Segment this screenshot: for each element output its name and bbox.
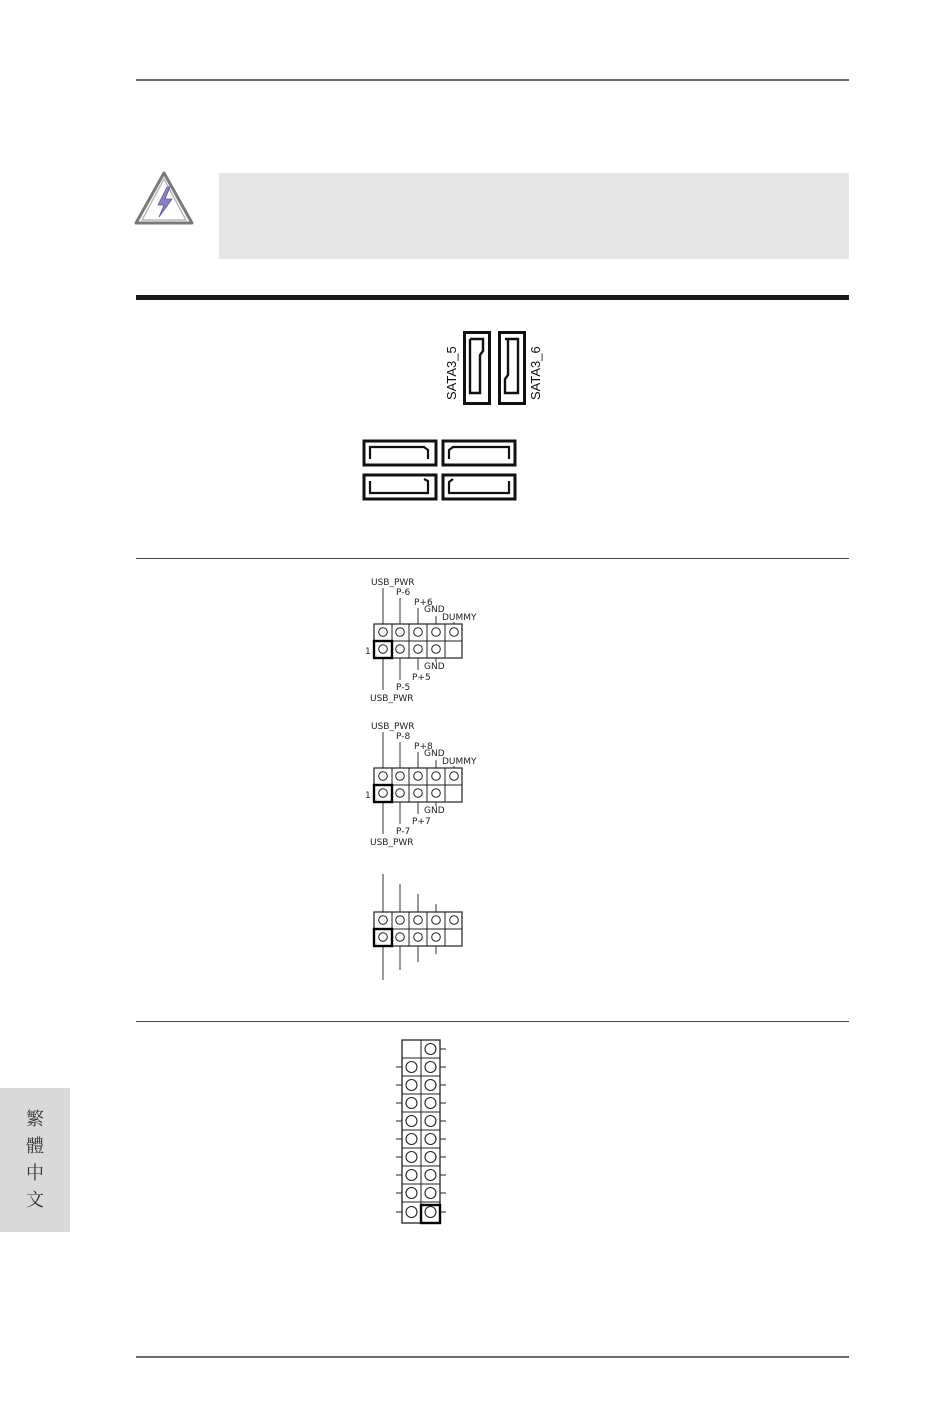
- svg-text:P+7: P+7: [412, 817, 431, 827]
- svg-text:1: 1: [365, 647, 371, 657]
- svg-text:P-6: P-6: [396, 588, 411, 598]
- warning-note-box: [219, 173, 849, 259]
- power-connector-diagram: [392, 1036, 452, 1228]
- svg-text:GND: GND: [424, 662, 445, 672]
- language-tab-label: 繁體中文: [26, 1109, 44, 1211]
- sata-port-5: [463, 331, 491, 405]
- language-side-tab: [0, 1088, 70, 1232]
- bottom-rule: [136, 1356, 849, 1358]
- svg-text:1: 1: [365, 791, 371, 801]
- svg-text:P-8: P-8: [396, 732, 411, 742]
- sata3-6-label: SATA3_6: [528, 346, 543, 400]
- svg-text:P-5: P-5: [396, 683, 411, 693]
- header-diagram-unlabeled: [362, 872, 472, 984]
- svg-text:P+5: P+5: [412, 673, 431, 683]
- usb-header-diagram-a: [362, 572, 502, 704]
- sata-port-bottom-left: [364, 475, 436, 499]
- svg-text:USB_PWR: USB_PWR: [371, 578, 415, 588]
- svg-text:USB_PWR: USB_PWR: [370, 694, 414, 704]
- sata-port-6: [498, 331, 526, 405]
- svg-text:DUMMY: DUMMY: [442, 613, 477, 623]
- sata-port-top-right: [443, 441, 515, 465]
- svg-text:P+8: P+8: [414, 742, 433, 752]
- sata-port-top-left: [364, 441, 436, 465]
- sata-vertical-connectors: [440, 328, 550, 406]
- svg-text:P-7: P-7: [396, 827, 411, 837]
- svg-text:DUMMY: DUMMY: [442, 757, 477, 767]
- svg-text:GND: GND: [424, 806, 445, 816]
- sata3-5-label: SATA3_5: [444, 346, 459, 400]
- svg-text:GND: GND: [424, 749, 445, 759]
- usb-header-diagram-b: [362, 716, 502, 848]
- top-rule: [136, 79, 849, 81]
- section-rule-power: [136, 1021, 849, 1022]
- svg-text:USB_PWR: USB_PWR: [371, 722, 415, 732]
- sata-port-bottom-right: [443, 475, 515, 499]
- section-rule-usb: [136, 558, 849, 559]
- warning-icon: [134, 170, 196, 228]
- svg-text:USB_PWR: USB_PWR: [370, 838, 414, 848]
- sata-horizontal-connectors: [362, 439, 518, 501]
- svg-text:GND: GND: [424, 605, 445, 615]
- svg-text:P+6: P+6: [414, 598, 433, 608]
- section-rule-thick: [136, 295, 849, 300]
